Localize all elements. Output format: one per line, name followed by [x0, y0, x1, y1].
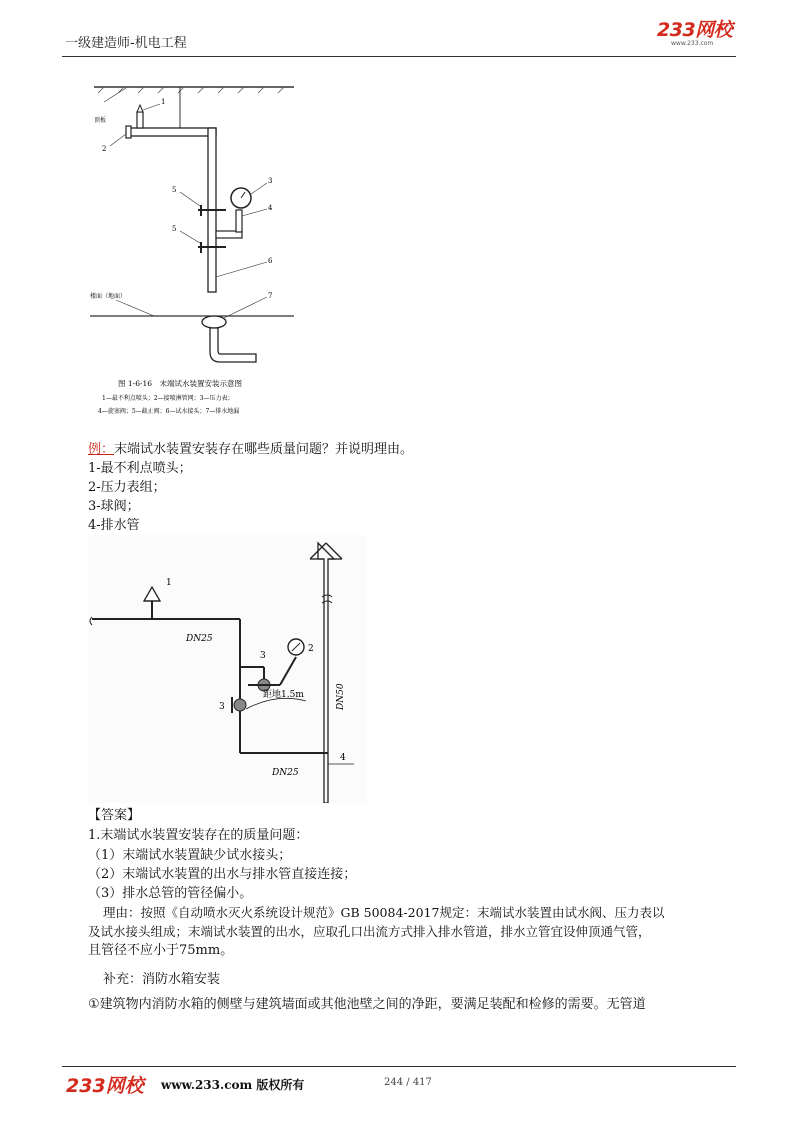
logo-url: www.233.com	[671, 40, 714, 47]
callout-2: 2	[102, 145, 107, 153]
fig2-callout-2: 2	[308, 644, 314, 654]
callout-3: 3	[268, 177, 273, 185]
dn50-label: DN50	[336, 683, 346, 710]
figure1-caption: 图 1-6-16 末端试水装置安装示意图	[118, 379, 243, 388]
answer-reason-1: 理由：按照《自动喷水灭火系统设计规范》GB 50084-2017规定：末端试水装置由试水阀、压力表以	[103, 905, 665, 920]
answer-point: （1）末端试水装置缺少试水接头；	[88, 848, 292, 863]
callout-1: 1	[161, 98, 166, 106]
question-item: 1-最不利点喷头；	[88, 461, 192, 476]
callout-7: 7	[268, 292, 273, 300]
floor-label: 楼面（地面）	[90, 293, 127, 300]
answer-header: 【答案】	[88, 808, 141, 823]
callout-6: 6	[268, 257, 273, 265]
dn25-lower-label: DN25	[272, 768, 299, 778]
figure-terminal-test-device	[84, 82, 304, 417]
supplement-line-1: ①建筑物内消防水箱的侧壁与建筑墙面或其他池壁之间的净距，要满足装配和检修的需要。无管道	[88, 997, 646, 1012]
header-title: 一级建造师-机电工程	[65, 36, 187, 51]
question-item: 3-球阀；	[88, 499, 140, 514]
answer-reason-2: 及试水接头组成；末端试水装置的出水，应取孔口出流方式排入排水管道，排水立管宜设伸顶通气管，	[88, 924, 651, 939]
answer-intro: 1.末端试水装置安装存在的质量问题：	[88, 828, 309, 843]
answer-point: （3）排水总管的管径偏小。	[88, 886, 253, 901]
question	[88, 440, 413, 459]
callout-4: 4	[268, 204, 273, 212]
footer-logo[interactable]: 233网校	[66, 1075, 144, 1097]
figure1-legend-1: 1—最不利点喷头；2—接喷淋管网；3—压力表；	[102, 395, 234, 402]
fig2-callout-1: 1	[166, 578, 172, 588]
answer-point: （2）末端试水装置的出水与排水管直接连接；	[88, 867, 357, 882]
page-number: 244 / 417	[384, 1077, 432, 1088]
figure-schematic	[88, 535, 366, 803]
fig2-callout-4: 4	[340, 753, 346, 763]
brand-logo[interactable]	[657, 20, 737, 48]
floor-drain	[202, 316, 226, 328]
footer-site[interactable]: www.233.com 版权所有	[161, 1078, 305, 1092]
question-item: 2-压力表组；	[88, 480, 166, 495]
fig2-callout-3a: 3	[260, 651, 266, 661]
question-label: 例：	[88, 442, 115, 457]
height-note: 距地1.5m	[263, 690, 304, 700]
footer-rule	[62, 1066, 736, 1067]
header-rule	[62, 56, 736, 57]
answer-reason-3: 且管径不应小于75mm。	[88, 943, 234, 958]
fig2-callout-3b: 3	[219, 702, 225, 712]
figure1-legend-2: 4—旋塞阀；5—截止阀；6—试水接头；7—排水地漏	[98, 408, 240, 415]
question-text: 末端试水装置安装存在哪些质量问题？并说明理由。	[114, 442, 414, 457]
supplement-title: 补充：消防水箱安装	[103, 972, 221, 987]
callout-5a: 5	[172, 186, 177, 194]
dn25-upper-label: DN25	[186, 634, 213, 644]
question-item: 4-排水管	[88, 518, 140, 533]
logo-text: 233网校	[657, 19, 733, 41]
ceiling-label: 顶板	[94, 117, 107, 124]
callout-5b: 5	[172, 225, 177, 233]
